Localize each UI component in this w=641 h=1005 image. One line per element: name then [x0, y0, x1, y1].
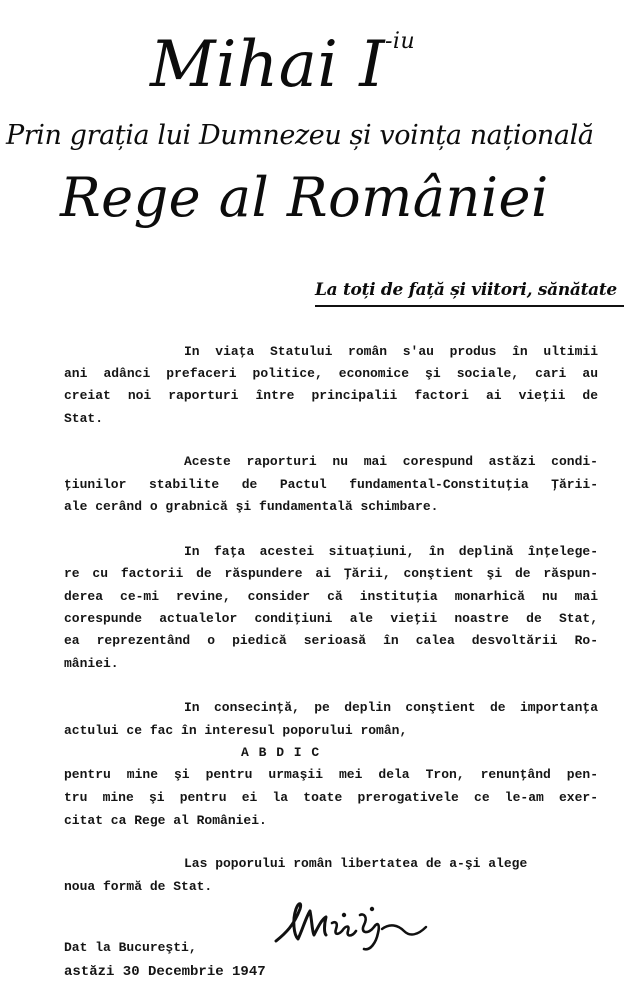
p4-line-2: actului ce fac în interesul poporului român,	[64, 723, 408, 738]
p1-line-4: Stat.	[64, 411, 104, 426]
p5-line-3: citat ca Rege al României.	[64, 813, 267, 828]
p2-line-2: ţiunilor stabilite de Pactul fundamental-Constituţia Ţării-	[64, 477, 598, 492]
signature-image	[272, 895, 432, 957]
monarch-name-suffix: -iu	[384, 29, 416, 54]
royal-title: Rege al României	[60, 166, 549, 229]
p3-line-1: In faţa acestei situaţiuni, în deplină înţelege-	[184, 544, 598, 559]
grace-line: Prin grația lui Dumnezeu și voința națională	[6, 120, 594, 151]
p1-line-2: ani adânci prefaceri politice, economice şi sociale, cari au	[64, 366, 598, 381]
p5-line-2: tru mine şi pentru ei la toate prerogativele ce le-am exer-	[64, 790, 598, 805]
p3-line-6: mâniei.	[64, 656, 119, 671]
dateline-date: astăzi 30 Decembrie 1947	[64, 964, 266, 980]
p6-line-2: noua formă de Stat.	[64, 879, 213, 894]
p6-line-1: Las poporului român libertatea de a-şi alege	[184, 856, 528, 871]
p3-line-3: derea ce-mi revine, consider că instituţia monarhică nu mai	[64, 589, 598, 604]
p4-line-1: In consecinţă, pe deplin conştient de importanţa	[184, 700, 598, 715]
dateline-place: Dat la Bucureşti,	[64, 940, 197, 955]
p5-line-1: pentru mine şi pentru urmaşii mei dela Tron, renunţând pen-	[64, 767, 598, 782]
greeting: La toți de față și viitori, sănătate	[315, 280, 617, 300]
p1-line-3: creiat noi raporturi între principalii factori ai vieţii de	[64, 388, 598, 403]
p1-line-1: In viaţa Statului român s'au produs în ultimii	[184, 344, 598, 359]
p2-line-3: ale cerând o grabnică şi fundamentală schimbare.	[64, 499, 439, 514]
p3-line-5: ea reprezentând o piedică serioasă în calea desvoltării Ro-	[64, 633, 598, 648]
p2-line-1: Aceste raporturi nu mai corespund astăzi condi-	[184, 454, 598, 469]
monarch-name-text: Mihai I	[150, 28, 385, 102]
monarch-name	[150, 28, 415, 102]
p3-line-4: corespunde actualelor condiţiuni ale vieţii noastre de Stat,	[64, 611, 598, 626]
abdication-word: A B D I C	[241, 745, 321, 760]
greeting-underline	[315, 305, 624, 307]
p3-line-2: re cu factorii de răspundere ai Ţării, conştient şi de răspun-	[64, 566, 598, 581]
